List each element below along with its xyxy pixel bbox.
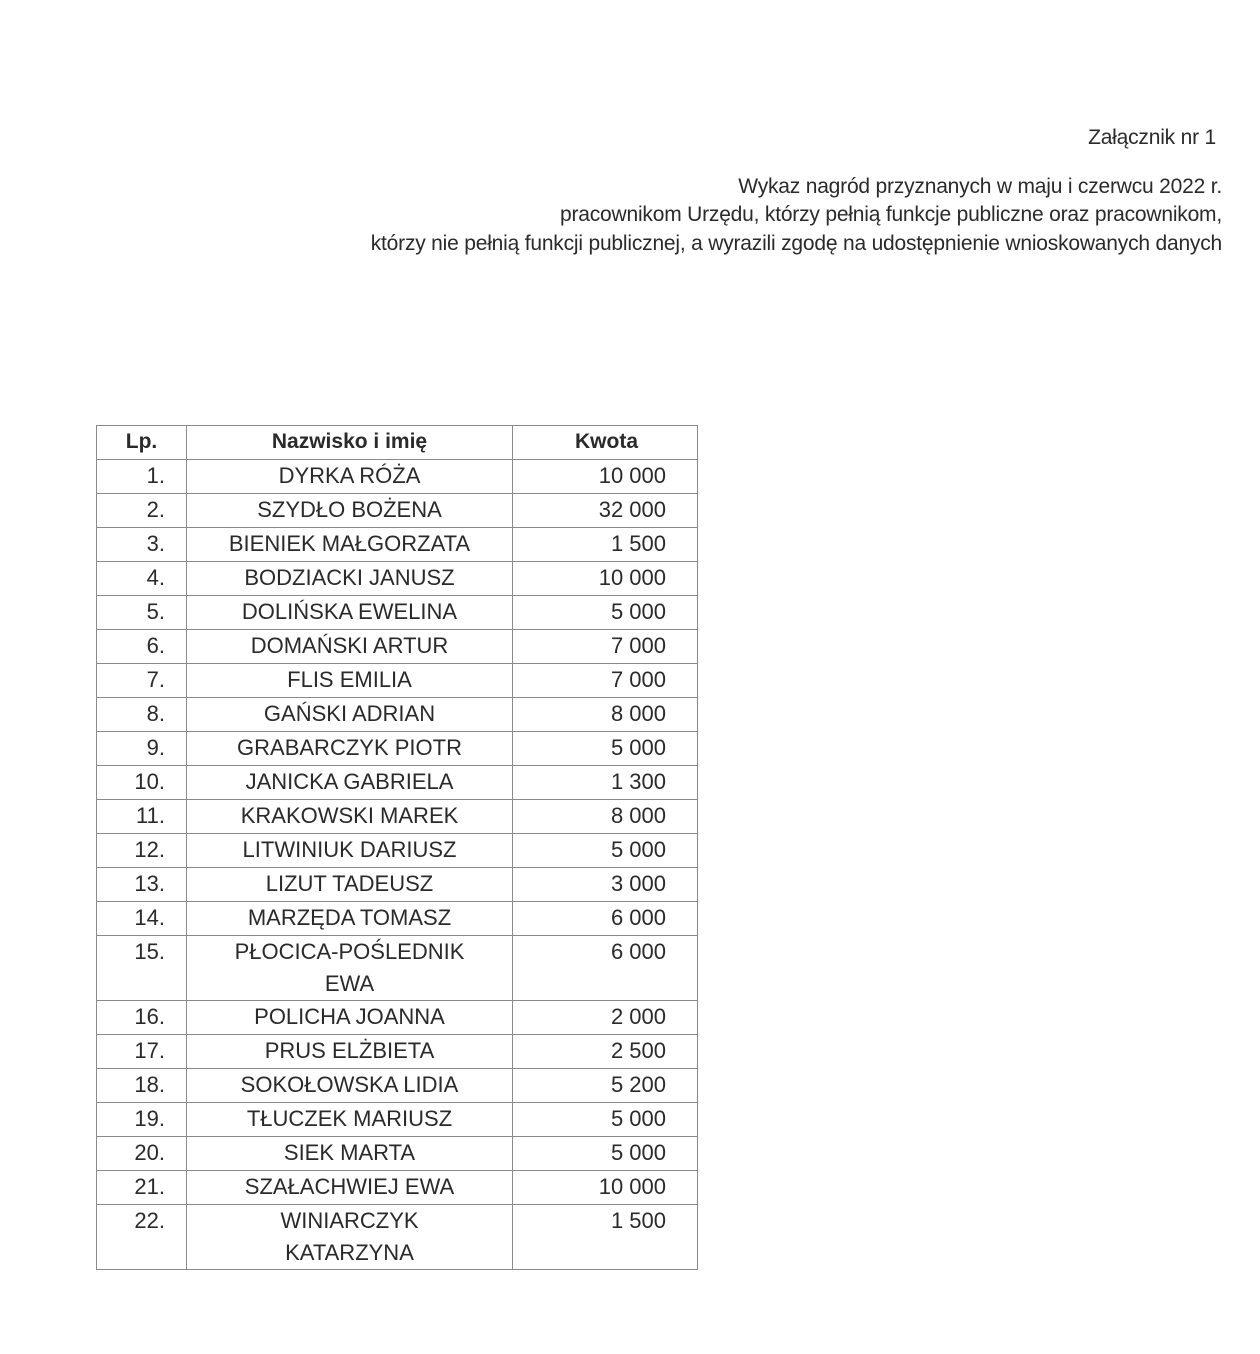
row-name-cell: [187, 562, 513, 596]
table-row: [97, 528, 698, 562]
table-row: [97, 596, 698, 630]
title-line-1: Wykaz nagród przyznanych w maju i czerwcu 2022 r.: [738, 175, 1222, 198]
row-name-cell: [187, 460, 513, 494]
title-line-3: którzy nie pełnią funkcji publicznej, a wyrazili zgodę na udostępnienie wnioskowanych danych: [370, 232, 1222, 255]
row-amount: 5 000: [513, 834, 698, 868]
row-name-cell: [187, 868, 513, 902]
row-lp: 1.: [97, 460, 187, 494]
row-lp: 20.: [97, 1137, 187, 1171]
row-lp: 8.: [97, 698, 187, 732]
table-header-row: [97, 426, 698, 460]
row-name-cell: [187, 800, 513, 834]
row-name: TŁUCZEK MARIUSZ: [246, 1106, 453, 1131]
row-amount: 1 500: [513, 1205, 698, 1270]
row-lp: 9.: [97, 732, 187, 766]
row-name: WINIARCZYK KATARZYNA: [280, 1208, 419, 1265]
row-amount: 5 000: [513, 1103, 698, 1137]
row-name-cell: [187, 528, 513, 562]
row-amount: 1 500: [513, 528, 698, 562]
table-row: [97, 460, 698, 494]
table-row: [97, 1205, 698, 1270]
table-row: [97, 902, 698, 936]
row-lp: 22.: [97, 1205, 187, 1270]
row-name: MARZĘDA TOMASZ: [247, 905, 452, 930]
row-name-cell: [187, 902, 513, 936]
table-row: [97, 834, 698, 868]
row-name-cell: [187, 494, 513, 528]
table-row: [97, 562, 698, 596]
row-name: POLICHA JOANNA: [254, 1004, 445, 1029]
row-name: KRAKOWSKI MAREK: [240, 803, 459, 828]
column-header-name: Nazwisko i imię: [187, 426, 513, 460]
row-name-cell: [187, 1103, 513, 1137]
row-lp: 18.: [97, 1069, 187, 1103]
row-name: PŁOCICA-POŚLEDNIK EWA: [234, 939, 465, 996]
row-amount: 5 200: [513, 1069, 698, 1103]
row-amount: 8 000: [513, 800, 698, 834]
row-name-cell: [187, 1171, 513, 1205]
table-row: [97, 936, 698, 1001]
row-name: SZYDŁO BOŻENA: [257, 497, 442, 522]
row-name: LITWINIUK DARIUSZ: [242, 837, 457, 862]
row-name-cell: [187, 1001, 513, 1035]
row-amount: 10 000: [513, 1171, 698, 1205]
row-name: SZAŁACHWIEJ EWA: [244, 1174, 455, 1199]
row-lp: 4.: [97, 562, 187, 596]
table-row: [97, 664, 698, 698]
table-row: [97, 698, 698, 732]
row-amount: 2 500: [513, 1035, 698, 1069]
column-header-lp: Lp.: [97, 426, 187, 460]
row-lp: 16.: [97, 1001, 187, 1035]
row-name-cell: [187, 698, 513, 732]
row-amount: 6 000: [513, 902, 698, 936]
table-row: [97, 1069, 698, 1103]
table-row: [97, 868, 698, 902]
row-name-cell: [187, 732, 513, 766]
table-row: [97, 1001, 698, 1035]
row-amount: 8 000: [513, 698, 698, 732]
row-name: BODZIACKI JANUSZ: [244, 565, 455, 590]
table-row: [97, 1035, 698, 1069]
table-row: [97, 766, 698, 800]
column-header-amount: Kwota: [513, 426, 698, 460]
row-name: GAŃSKI ADRIAN: [263, 701, 436, 726]
table-row: [97, 1171, 698, 1205]
row-amount: 10 000: [513, 460, 698, 494]
row-lp: 19.: [97, 1103, 187, 1137]
table-row: [97, 732, 698, 766]
row-name-cell: [187, 936, 513, 1001]
row-amount: 5 000: [513, 732, 698, 766]
table-row: [97, 630, 698, 664]
row-name: SIEK MARTA: [283, 1140, 416, 1165]
row-name-cell: [187, 596, 513, 630]
annex-label: Załącznik nr 1: [1088, 126, 1216, 149]
row-amount: 32 000: [513, 494, 698, 528]
row-lp: 5.: [97, 596, 187, 630]
row-lp: 10.: [97, 766, 187, 800]
row-name: PRUS ELŻBIETA: [264, 1038, 435, 1063]
row-lp: 2.: [97, 494, 187, 528]
row-lp: 11.: [97, 800, 187, 834]
row-lp: 3.: [97, 528, 187, 562]
row-amount: 6 000: [513, 936, 698, 1001]
row-lp: 14.: [97, 902, 187, 936]
awards-table: [96, 425, 698, 1270]
row-amount: 3 000: [513, 868, 698, 902]
table-row: [97, 1103, 698, 1137]
row-lp: 13.: [97, 868, 187, 902]
row-name-cell: [187, 1137, 513, 1171]
row-name-cell: [187, 1069, 513, 1103]
row-amount: 7 000: [513, 664, 698, 698]
table-row: [97, 494, 698, 528]
row-name-cell: [187, 766, 513, 800]
row-name-cell: [187, 834, 513, 868]
row-name: BIENIEK MAŁGORZATA: [228, 531, 471, 556]
title-line-2: pracownikom Urzędu, którzy pełnią funkcje publiczne oraz pracownikom,: [559, 203, 1222, 226]
row-name-cell: [187, 1205, 513, 1270]
row-name: JANICKA GABRIELA: [245, 769, 454, 794]
row-name: GRABARCZYK PIOTR: [237, 735, 462, 760]
row-name: DOMAŃSKI ARTUR: [250, 633, 449, 658]
row-amount: 1 300: [513, 766, 698, 800]
row-name-cell: [187, 664, 513, 698]
row-lp: 7.: [97, 664, 187, 698]
table-row: [97, 1137, 698, 1171]
row-amount: 5 000: [513, 1137, 698, 1171]
row-name-cell: [187, 1035, 513, 1069]
row-lp: 21.: [97, 1171, 187, 1205]
row-lp: 12.: [97, 834, 187, 868]
row-name: DYRKA RÓŻA: [278, 463, 421, 488]
row-name: FLIS EMILIA: [287, 667, 412, 692]
table-row: [97, 800, 698, 834]
row-lp: 6.: [97, 630, 187, 664]
row-name: SOKOŁOWSKA LIDIA: [240, 1072, 459, 1097]
row-amount: 5 000: [513, 596, 698, 630]
row-name: DOLIŃSKA EWELINA: [241, 599, 458, 624]
row-amount: 7 000: [513, 630, 698, 664]
row-amount: 10 000: [513, 562, 698, 596]
row-lp: 15.: [97, 936, 187, 1001]
row-name: LIZUT TADEUSZ: [265, 871, 434, 896]
row-name-cell: [187, 630, 513, 664]
row-lp: 17.: [97, 1035, 187, 1069]
row-amount: 2 000: [513, 1001, 698, 1035]
